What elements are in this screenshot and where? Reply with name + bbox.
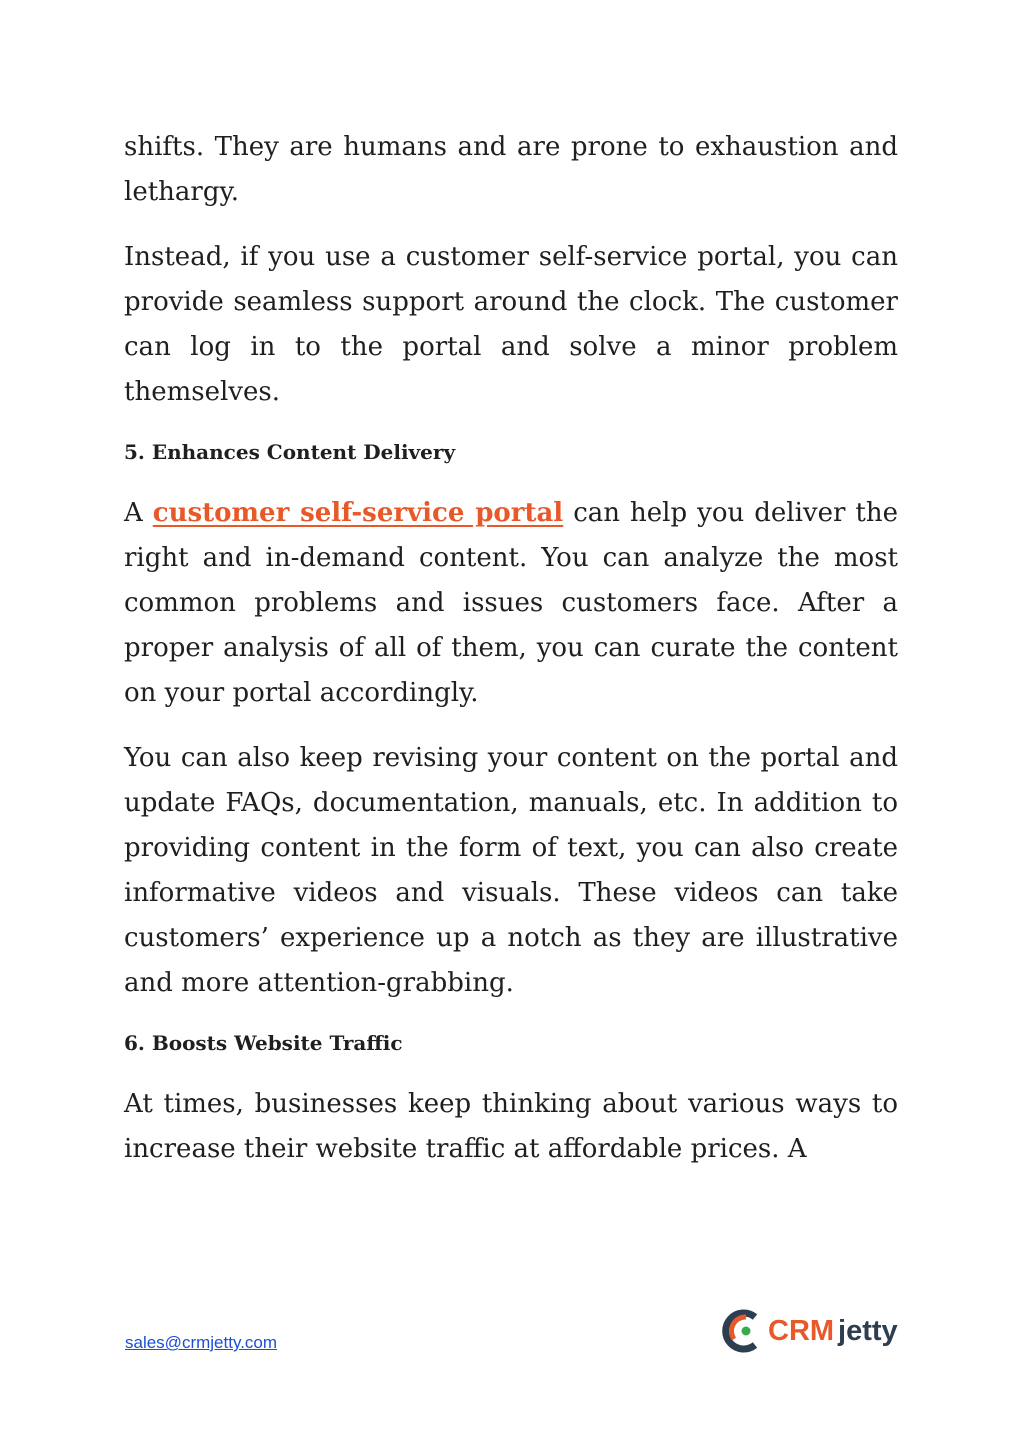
heading-boosts-website-traffic: 6. Boosts Website Traffic xyxy=(124,1031,403,1055)
logo-jetty-text: jetty xyxy=(838,1314,898,1347)
paragraph-4: You can also keep revising your content on the portal and update FAQs, documentation, manuals, etc. In addition to providing content in the form of text, you can also create informative videos and visuals. These videos can take customers’ experience up a notch as they are illustrative and more attention-grabbing. xyxy=(124,743,898,998)
paragraph-2: Instead, if you use a customer self-service portal, you can provide seamless support around the clock. The customer can log in to the portal and solve a minor problem themselves. xyxy=(124,242,898,407)
logo-crm-text: CRM xyxy=(768,1314,835,1347)
customer-self-service-portal-link[interactable]: customer self-service portal xyxy=(152,498,564,528)
heading-enhances-content-delivery: 5. Enhances Content Delivery xyxy=(124,440,456,464)
paragraph-3-prefix: A xyxy=(124,498,153,528)
footer-email-link[interactable]: sales@crmjetty.com xyxy=(125,1333,278,1352)
paragraph-1: shifts. They are humans and are prone to exhaustion and lethargy. xyxy=(124,132,898,207)
crmjetty-logo xyxy=(722,1308,898,1354)
crmjetty-logo-text xyxy=(768,1315,898,1348)
paragraph-3-suffix: can help you deliver the right and in-demand content. You can analyze the most common problems and issues customers face. After a proper analysis of all of them, you can curate the content on your portal accordingly. xyxy=(124,498,899,708)
crmjetty-logo-icon xyxy=(722,1309,760,1353)
paragraph-3 xyxy=(124,491,898,716)
paragraph-5: At times, businesses keep thinking about various ways to increase their website traffic at affordable prices. A xyxy=(124,1089,898,1164)
document-body xyxy=(124,125,898,1192)
